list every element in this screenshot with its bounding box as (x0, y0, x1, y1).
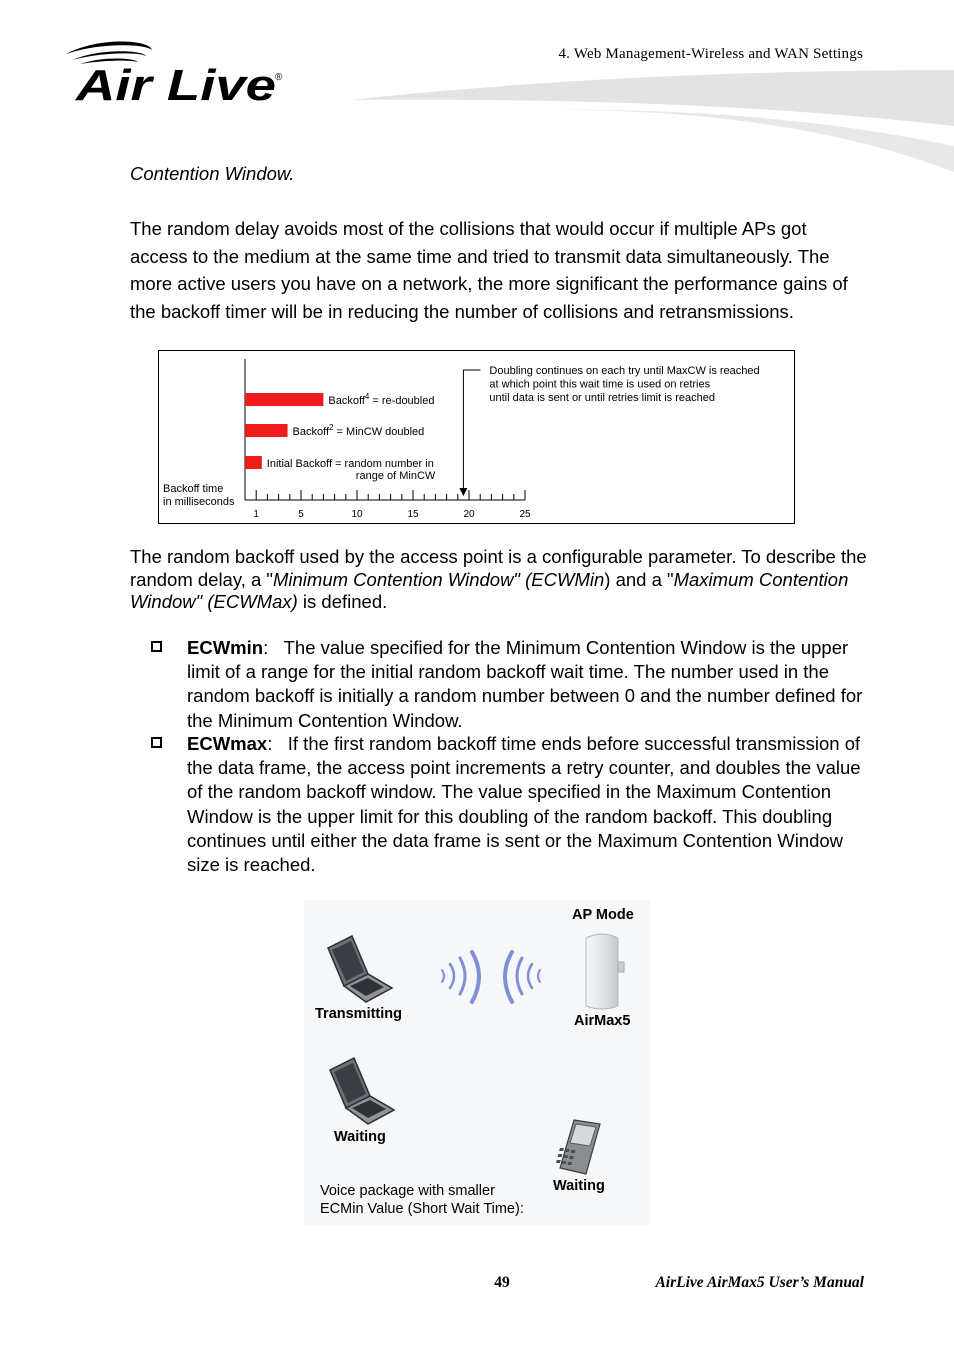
annotation-line: at which point this wait time is used on retries (489, 378, 711, 391)
access-point-device-icon (582, 930, 628, 1012)
x-tick-label: 15 (407, 509, 419, 520)
bullet-text: If the first random backoff time ends before successful transmission of the data frame, the access point increments a retry counter, and doubles the value of the random backoff window. The value specified in the Maximum Contention Window is the upper limit for this doubling of the random backoff. This doubling continues until either the data frame is sent or the Maximum Contention Window size is reached. (187, 733, 861, 876)
marker-arrow-icon (459, 488, 467, 496)
laptop-icon (322, 934, 394, 1004)
note-line-1: Voice package with smaller (320, 1183, 495, 1199)
airlive-logo (60, 40, 295, 115)
paragraph-2-part3: is defined. (297, 591, 388, 612)
bullet-ecwmax: ECWmax: If the first random backoff time ends before successful transmission of the data frame, the access point increments a retry counter, and doubles the value of the random backoff window. The value specified in the Maximum Contention Window is the upper limit for this doubling of the random backoff. This doubling continues until either the data frame is sent or the Maximum Contention Window size is reached. (187, 733, 861, 876)
bar-label: Backoff$^4$ = re-doubled (328, 392, 435, 407)
logo-text: Air Live (74, 61, 276, 110)
bullet-text: The value specified for the Minimum Contention Window is the upper limit of a range for the initial random backoff wait time. The number used in the random backoff is initially a random number between 0 and the number defined for the Minimum Contention Window. (187, 637, 863, 731)
paragraph-2-part2: ) and a " (604, 568, 674, 590)
annotation-line: Doubling continues on each try until MaxCW is reached (489, 365, 760, 377)
bullet-term: ECWmin (187, 637, 264, 658)
ap-mode-figure (304, 900, 650, 1225)
bar-label-line2: range of MinCW (355, 470, 436, 482)
voice-package-note (320, 1182, 524, 1218)
bullet-checkbox-icon (151, 641, 162, 652)
bullet-checkbox-icon (151, 737, 162, 748)
transmitting-label: Transmitting (315, 1006, 403, 1022)
wireless-signal-icon (436, 950, 546, 1006)
x-tick-label: 1 (253, 509, 259, 520)
y-axis-label: Backoff time (163, 483, 224, 495)
ap-mode-label: AP Mode (572, 907, 634, 923)
annotation-line: until data is sent or until retries limit is reached (489, 392, 716, 404)
mobile-phone-icon (556, 1118, 606, 1176)
marker-line (463, 370, 480, 492)
logo-registered: ® (275, 72, 283, 83)
bar-label: Backoff$^2$ = MinCW doubled (292, 423, 425, 438)
bullet-ecwmin: ECWmin: The value specified for the Minimum Contention Window is the upper limit of a range for the initial random backoff wait time. The number used in the random backoff is initially a random number between 0 and the number defined for the Minimum Contention Window. (187, 637, 863, 731)
paragraph-2-italic2: Maximum Contention Window" (ECWMax) (130, 568, 849, 612)
waiting-label-laptop: Waiting (334, 1129, 386, 1145)
backoff-chart (159, 351, 796, 525)
bar (245, 424, 288, 437)
x-tick-label: 20 (463, 509, 475, 520)
header-swoosh-icon (350, 68, 954, 178)
paragraph-1: The random delay avoids most of the collisions that would occur if multiple APs got access to the medium at the same time and tried to transmit data simultaneously. The more active users you have on a network, the more significant the performance gains of the backoff timer will be in reducing the number of collisions and retransmissions. (130, 218, 848, 322)
note-line-2: ECMin Value (Short Wait Time): (320, 1201, 524, 1217)
paragraph-2 (130, 546, 870, 614)
chapter-title: 4. Web Management-Wireless and WAN Settings (558, 46, 863, 62)
x-tick-label: 10 (351, 509, 363, 520)
bullet-term: ECWmax (187, 733, 268, 754)
x-tick-label: 5 (298, 509, 304, 520)
laptop-icon (324, 1056, 396, 1126)
page-number: 49 (494, 1274, 510, 1291)
airmax-label: AirMax5 (574, 1013, 631, 1029)
bar (245, 456, 262, 469)
intro-italic: Contention Window. (130, 163, 295, 184)
waiting-label-phone: Waiting (553, 1178, 605, 1194)
y-axis-label: in milliseconds (163, 496, 235, 508)
x-tick-label: 25 (519, 509, 531, 520)
paragraph-2-part1: The random backoff used by the access point is a configurable parameter. To describe the random delay, a " (130, 546, 867, 590)
backoff-chart-frame (158, 350, 795, 524)
bar (245, 393, 323, 406)
manual-title: AirLive AirMax5 User’s Manual (655, 1274, 864, 1291)
paragraph-2-italic1: Minimum Contention Window" (ECWMin (273, 568, 605, 590)
bar-label: Initial Backoff = random number in (266, 458, 434, 470)
